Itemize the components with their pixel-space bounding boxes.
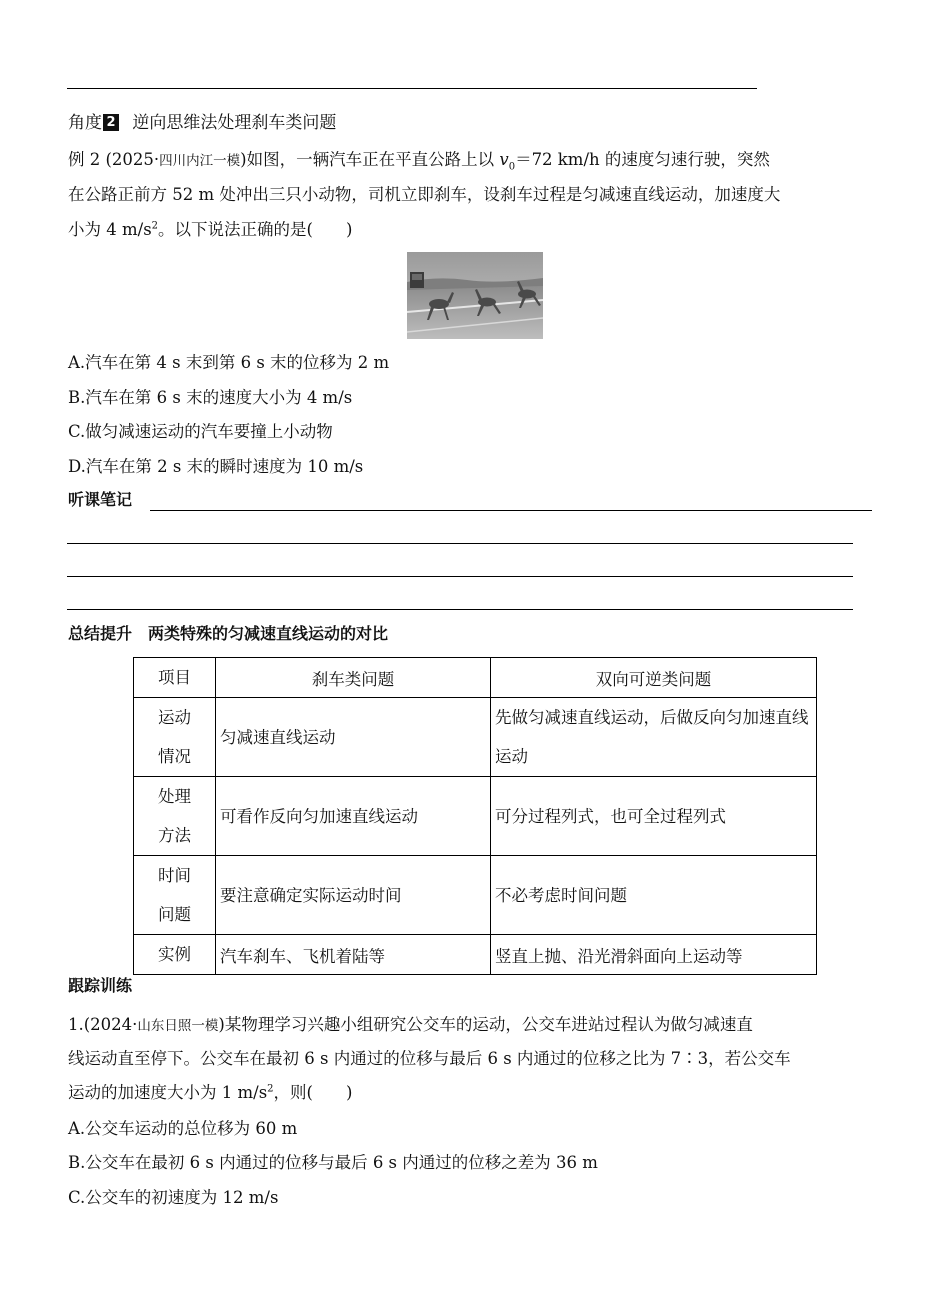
- example-text-3b: 。以下说法正确的是( ): [158, 220, 353, 239]
- q1-option-c: C.公交车的初速度为 12 m/s: [68, 1188, 279, 1207]
- notes-line-1: [150, 510, 872, 511]
- row-reversible: 可分过程列式，也可全过程列式: [491, 777, 817, 856]
- q1-option-a: A.公交车运动的总位移为 60 m: [68, 1119, 298, 1138]
- row-item: [134, 777, 216, 856]
- example-line-1: [68, 150, 770, 171]
- row-item-line2: 问题: [158, 905, 191, 924]
- q1-line-1: [68, 1015, 753, 1036]
- example-line-2: 在公路正前方 52 m 处冲出三只小动物，司机立即刹车，设刹车过程是匀减速直线运动，加速度大: [68, 185, 781, 204]
- example-text-1b: ＝72 km/h 的速度匀速行驶，突然: [515, 150, 770, 169]
- q1-text-1: )某物理学习兴趣小组研究公交车的运动，公交车进站过程认为做匀减速直: [218, 1015, 753, 1034]
- example-line-3: [68, 220, 352, 240]
- section-heading-prefix: 角度: [68, 113, 102, 133]
- table-row: [134, 777, 817, 856]
- row-item-line1: 处理: [158, 787, 191, 806]
- comparison-table: [133, 657, 817, 975]
- example-label: 例 2 (2025·: [68, 150, 160, 169]
- example-option-d: D.汽车在第 2 s 末的瞬时速度为 10 m/s: [68, 457, 364, 476]
- section-heading: [68, 113, 336, 133]
- training-label: 跟踪训练: [68, 976, 133, 995]
- notes-line-4: [67, 609, 853, 610]
- header-item: 项目: [134, 658, 216, 698]
- row-item: [134, 698, 216, 777]
- top-rule: [67, 88, 757, 89]
- q1-source: 山东日照一模: [137, 1018, 219, 1034]
- section-number-badge: 2: [103, 114, 119, 131]
- row-brake: 匀减速直线运动: [216, 698, 491, 777]
- row-item-line1: 运动: [158, 708, 191, 727]
- summary-title: 总结提升 两类特殊的匀减速直线运动的对比: [68, 624, 389, 643]
- row-reversible: 不必考虑时间问题: [491, 856, 817, 935]
- header-reversible: 双向可逆类问题: [491, 658, 817, 698]
- row-brake: 可看作反向匀加速直线运动: [216, 777, 491, 856]
- row-brake: 汽车刹车、飞机着陆等: [216, 935, 491, 975]
- example-source: 四川内江一模: [159, 153, 241, 169]
- q1-text-3b: ，则( ): [273, 1083, 353, 1102]
- notes-line-3: [67, 576, 853, 577]
- table-row: [134, 698, 817, 777]
- velocity-symbol: v: [499, 150, 509, 169]
- row-item-line2: 情况: [158, 747, 191, 766]
- row-item: 实例: [134, 935, 216, 975]
- row-brake: 要注意确定实际运动时间: [216, 856, 491, 935]
- q1-line-3: [68, 1083, 352, 1103]
- accel-unit-sup: 2: [151, 220, 159, 232]
- row-item: [134, 856, 216, 935]
- example-text-1a: )如图，一辆汽车正在平直公路上以: [240, 150, 500, 169]
- notes-line-2: [67, 543, 853, 544]
- velocity-subscript: 0: [508, 161, 516, 173]
- row-reversible: 先做匀减速直线运动，后做反向匀加速直线运动: [491, 698, 817, 777]
- row-item-line1: 时间: [158, 866, 191, 885]
- q1-label: 1.(2024·: [68, 1015, 138, 1034]
- example-option-c: C.做匀减速运动的汽车要撞上小动物: [68, 422, 333, 441]
- q1-option-b: B.公交车在最初 6 s 内通过的位移与最后 6 s 内通过的位移之差为 36 m: [68, 1153, 598, 1172]
- example-text-3a: 小为 4 m/s: [68, 220, 152, 239]
- table-row: [134, 856, 817, 935]
- section-heading-title: 逆向思维法处理刹车类问题: [132, 113, 337, 133]
- example-option-b: B.汽车在第 6 s 末的速度大小为 4 m/s: [68, 388, 353, 407]
- table-row: [134, 935, 817, 975]
- notes-label: 听课笔记: [68, 490, 133, 509]
- q1-text-3a: 运动的加速度大小为 1 m/s: [68, 1083, 268, 1102]
- road-animals-photo: [407, 252, 543, 339]
- table-header-row: [134, 658, 817, 698]
- row-item-line2: 方法: [158, 826, 191, 845]
- q1-accel-sup: 2: [267, 1083, 274, 1095]
- q1-line-2: 线运动直至停下。公交车在最初 6 s 内通过的位移与最后 6 s 内通过的位移之比为 7∶3，若公交车: [68, 1049, 791, 1068]
- example-option-a: A.汽车在第 4 s 末到第 6 s 末的位移为 2 m: [68, 353, 390, 372]
- row-reversible: 竖直上抛、沿光滑斜面向上运动等: [491, 935, 817, 975]
- header-brake: 刹车类问题: [216, 658, 491, 698]
